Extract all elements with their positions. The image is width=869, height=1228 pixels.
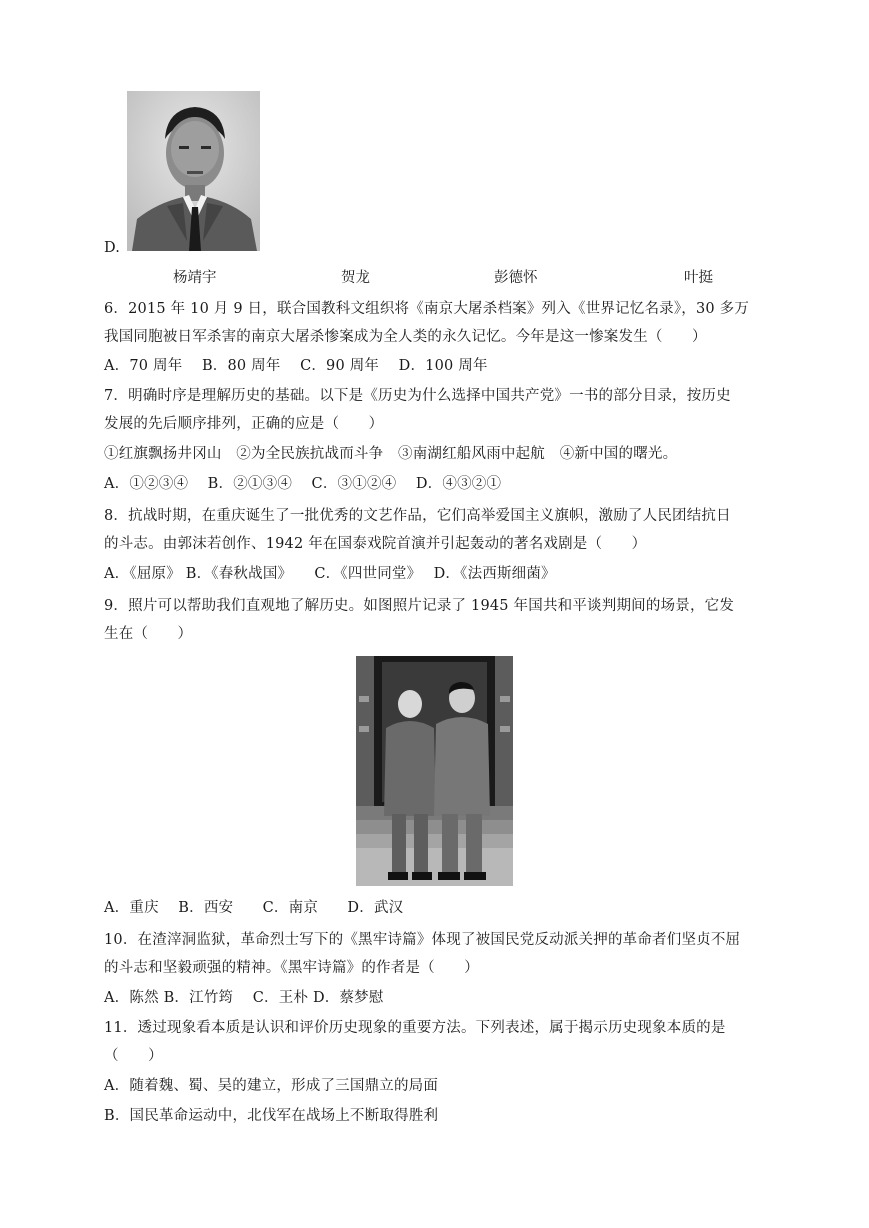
q8-options: A．《屈原》 B．《春秋战国》 C．《四世同堂》 D．《法西斯细菌》	[104, 566, 556, 582]
q9-options: A．重庆 B．西安 C．南京 D．武汉	[104, 900, 404, 916]
q7-line-1: 7．明确时序是理解历史的基础。以下是《历史为什么选择中国共产党》一书的部分目录，按历史	[104, 388, 731, 404]
caption-ye-ting: 叶挺	[684, 270, 713, 286]
q8-line-2: 的斗志。由郭沫若创作、1942 年在国泰戏院首演并引起轰动的著名戏剧是（ ）	[104, 536, 647, 552]
q6-line-1: 6．2015 年 10 月 9 日，联合国教科文组织将《南京大屠杀档案》列入《世界记忆名录》，30 多万	[104, 301, 750, 317]
q9-line-1: 9．照片可以帮助我们直观地了解历史。如图照片记录了 1945 年国共和平谈判期间的场景，它发	[104, 598, 735, 614]
portrait-photo	[127, 91, 260, 251]
q10-line-2: 的斗志和坚毅顽强的精神。《黑牢诗篇》的作者是（ ）	[104, 960, 479, 976]
q11-option-a: A．随着魏、蜀、吴的建立，形成了三国鼎立的局面	[104, 1078, 439, 1094]
q9-line-2: 生在（ ）	[104, 626, 193, 642]
q7-items: ①红旗飘扬井冈山 ②为全民族抗战而斗争 ③南湖红船风雨中起航 ④新中国的曙光。	[104, 446, 678, 462]
q10-line-1: 10．在渣滓洞监狱，革命烈士写下的《黑牢诗篇》体现了被国民党反动派关押的革命者们坚贞不屈	[104, 932, 741, 948]
option-d-label: D.	[104, 240, 121, 256]
q11-option-b: B．国民革命运动中，北伐军在战场上不断取得胜利	[104, 1108, 439, 1124]
negotiation-photo	[356, 656, 513, 886]
q10-options: A．陈然 B．江竹筠 C．王朴 D．蔡梦慰	[104, 990, 384, 1006]
q11-line-1: 11．透过现象看本质是认识和评价历史现象的重要方法。下列表述，属于揭示历史现象本质的是	[104, 1020, 726, 1036]
q7-line-2: 发展的先后顺序排列，正确的应是（ ）	[104, 416, 384, 432]
caption-yang-jingyu: 杨靖宇	[173, 270, 217, 286]
caption-peng-dehuai: 彭德怀	[494, 270, 538, 286]
q8-line-1: 8．抗战时期，在重庆诞生了一批优秀的文艺作品，它们高举爱国主义旗帜，激励了人民团结抗日	[104, 508, 731, 524]
q6-options: A．70 周年 B．80 周年 C．90 周年 D．100 周年	[104, 358, 488, 374]
q11-line-2: （ ）	[104, 1048, 163, 1064]
q7-options: A．①②③④ B．②①③④ C．③①②④ D．④③②①	[104, 476, 502, 492]
q6-line-2: 我国同胞被日军杀害的南京大屠杀惨案成为全人类的永久记忆。今年是这一惨案发生（ ）	[104, 329, 707, 345]
caption-he-long: 贺龙	[341, 270, 370, 286]
